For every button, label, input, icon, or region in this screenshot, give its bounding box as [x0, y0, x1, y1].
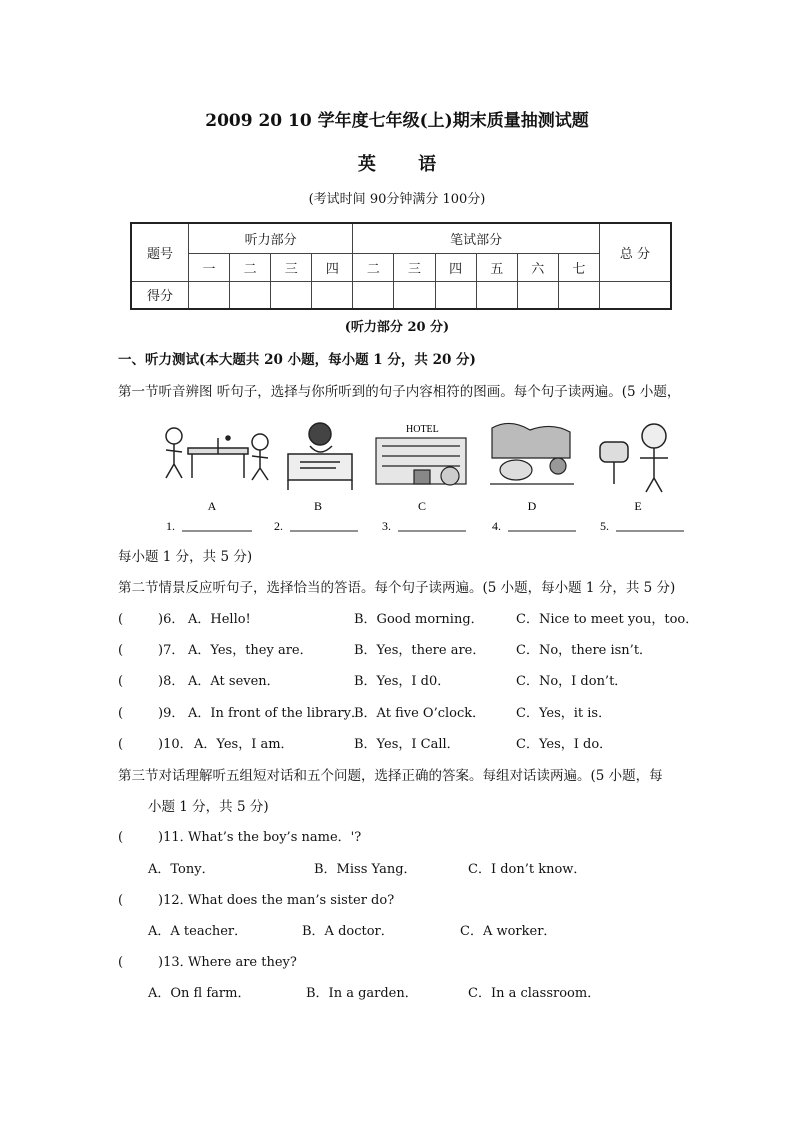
- question-12-options: [148, 920, 556, 939]
- option-a[interactable]: A．Tony．: [148, 862, 215, 877]
- option-c[interactable]: C．I don’t know．: [468, 862, 587, 877]
- question-number: )12．: [158, 893, 193, 908]
- blank-number-3: 3.: [382, 519, 391, 533]
- question-text: Where are they?: [188, 955, 297, 970]
- answer-bracket[interactable]: (: [118, 674, 124, 689]
- question-number: )11．: [158, 830, 193, 845]
- exam-title: 2009 20 10 学年度七年级(上)期末质量抽测试题: [205, 111, 589, 131]
- listening-group-header: 听力部分: [189, 223, 353, 253]
- question-number: )8．: [158, 674, 185, 689]
- col-header: 三: [394, 253, 435, 281]
- score-cell[interactable]: [394, 281, 435, 309]
- option-c[interactable]: C．Yes，I do．: [516, 737, 613, 752]
- score-cell[interactable]: [353, 281, 394, 309]
- question-8: [118, 670, 627, 689]
- option-b[interactable]: B．In a garden．: [306, 986, 418, 1001]
- col-header: 二: [230, 253, 271, 281]
- total-header: 总 分: [600, 223, 672, 281]
- score-cell[interactable]: [435, 281, 476, 309]
- question-9: [118, 702, 611, 721]
- answer-bracket[interactable]: (: [118, 706, 124, 721]
- score-cell[interactable]: [189, 281, 230, 309]
- part1-tail: 每小题 1 分，共 5 分): [118, 549, 253, 565]
- option-a[interactable]: A．A teacher．: [148, 924, 248, 939]
- part1-intro: 第一节听音辨图 听句子，选择与你所听到的句子内容相符的图画。每个句子读两遍。(5 小题，: [118, 384, 681, 400]
- ping-pong-players-picture: [166, 428, 268, 480]
- picture-label-d: D: [527, 499, 537, 513]
- option-c[interactable]: C．No，I don’t．: [516, 674, 628, 689]
- option-b[interactable]: B．Yes，I Call．: [354, 737, 460, 752]
- question-text: What does the man’s sister do?: [188, 893, 395, 908]
- blank-number-4: 4.: [492, 519, 501, 533]
- part2-intro: 第二节情景反应听句子，选择恰当的答语。每个句子读两遍。(5 小题，每小题 1 分，共 5 分): [118, 580, 676, 596]
- question-13: [118, 951, 297, 970]
- option-b[interactable]: B．At five O’clock．: [354, 706, 486, 721]
- option-a[interactable]: A．At seven．: [188, 674, 280, 689]
- option-a[interactable]: A．In front of the library．: [188, 706, 364, 721]
- option-c[interactable]: C．In a classroom．: [468, 986, 601, 1001]
- option-b[interactable]: B．Yes，there are．: [354, 643, 486, 658]
- col-header: 四: [312, 253, 353, 281]
- answer-bracket[interactable]: (: [118, 612, 124, 627]
- listening-heading: (听力部分 20 分): [344, 320, 450, 335]
- answer-bracket[interactable]: (: [118, 643, 124, 658]
- hotel-building-picture: [376, 438, 466, 485]
- option-c[interactable]: C．Nice to meet you，too．: [516, 612, 699, 627]
- question-number: )7．: [158, 643, 185, 658]
- boy-with-mailbox-picture: [600, 424, 668, 492]
- picture-label-e: E: [634, 499, 642, 513]
- option-a[interactable]: A．Hello!: [188, 612, 251, 627]
- option-a[interactable]: A．Yes，they are．: [188, 643, 313, 658]
- option-a[interactable]: A．On fl farm．: [148, 986, 251, 1001]
- forest-animals-picture: [490, 423, 574, 484]
- row-label-question-number: 题号: [131, 223, 189, 281]
- answer-bracket[interactable]: (: [118, 893, 124, 908]
- hotel-sign: HOTEL: [406, 424, 439, 435]
- part3-intro-line1: 第三节对话理解听五组短对话和五个问题，选择正确的答案。每组对话读两遍。(5 小题，每: [118, 768, 663, 784]
- girl-writing-picture: [288, 423, 352, 490]
- question-text: What’s the boy’s name．'?: [188, 830, 362, 845]
- option-b[interactable]: B．Good morning．: [354, 612, 484, 627]
- blank-number-1: 1.: [166, 519, 175, 533]
- question-number: )10．: [158, 737, 193, 752]
- question-12: [118, 889, 394, 908]
- question-number: )6．: [158, 612, 185, 627]
- score-cell[interactable]: [312, 281, 353, 309]
- picture-label-c: C: [417, 499, 427, 513]
- answer-bracket[interactable]: (: [118, 737, 124, 752]
- answer-bracket[interactable]: (: [118, 955, 124, 970]
- score-table: [130, 222, 672, 310]
- subject-title: 英 语: [357, 154, 455, 175]
- option-c[interactable]: C．Yes，it is．: [516, 706, 612, 721]
- question-11: [118, 826, 361, 845]
- question-13-options: [148, 982, 600, 1001]
- section1-heading: 一、听力测试(本大题共 20 小题，每小题 1 分，共 20 分): [118, 352, 476, 368]
- option-c[interactable]: C．A worker．: [460, 924, 557, 939]
- question-6: [118, 608, 698, 627]
- question-11-options: [148, 858, 586, 877]
- option-b[interactable]: B．Miss Yang．: [314, 862, 417, 877]
- col-header: 四: [435, 253, 476, 281]
- score-cell[interactable]: [230, 281, 271, 309]
- score-cell[interactable]: [517, 281, 558, 309]
- part3-intro-line2: 小题 1 分，共 5 分): [148, 799, 269, 815]
- col-header: 五: [476, 253, 517, 281]
- blank-number-5: 5.: [600, 519, 609, 533]
- row-label-score: 得分: [131, 281, 189, 309]
- question-10: [118, 733, 612, 752]
- exam-note: (考试时间 90分钟满分 100分): [308, 192, 486, 207]
- question-7: [118, 639, 652, 658]
- picture-strip: [160, 418, 690, 536]
- writing-group-header: 笔试部分: [353, 223, 600, 253]
- option-c[interactable]: C．No，there isn’t．: [516, 643, 653, 658]
- score-cell[interactable]: [558, 281, 599, 309]
- score-cell[interactable]: [271, 281, 312, 309]
- picture-label-a: A: [207, 499, 217, 513]
- col-header: 三: [271, 253, 312, 281]
- question-number: )9．: [158, 706, 185, 721]
- option-b[interactable]: B．A doctor．: [302, 924, 394, 939]
- col-header: 二: [353, 253, 394, 281]
- col-header: 六: [517, 253, 558, 281]
- score-cell[interactable]: [600, 281, 672, 309]
- question-number: )13．: [158, 955, 193, 970]
- option-a[interactable]: A．Yes，I am．: [194, 737, 294, 752]
- score-cell[interactable]: [476, 281, 517, 309]
- col-header: 一: [189, 253, 230, 281]
- option-b[interactable]: B．Yes，I d0．: [354, 674, 451, 689]
- blank-number-2: 2.: [274, 519, 283, 533]
- col-header: 七: [558, 253, 599, 281]
- answer-bracket[interactable]: (: [118, 830, 124, 845]
- picture-label-b: B: [313, 499, 323, 513]
